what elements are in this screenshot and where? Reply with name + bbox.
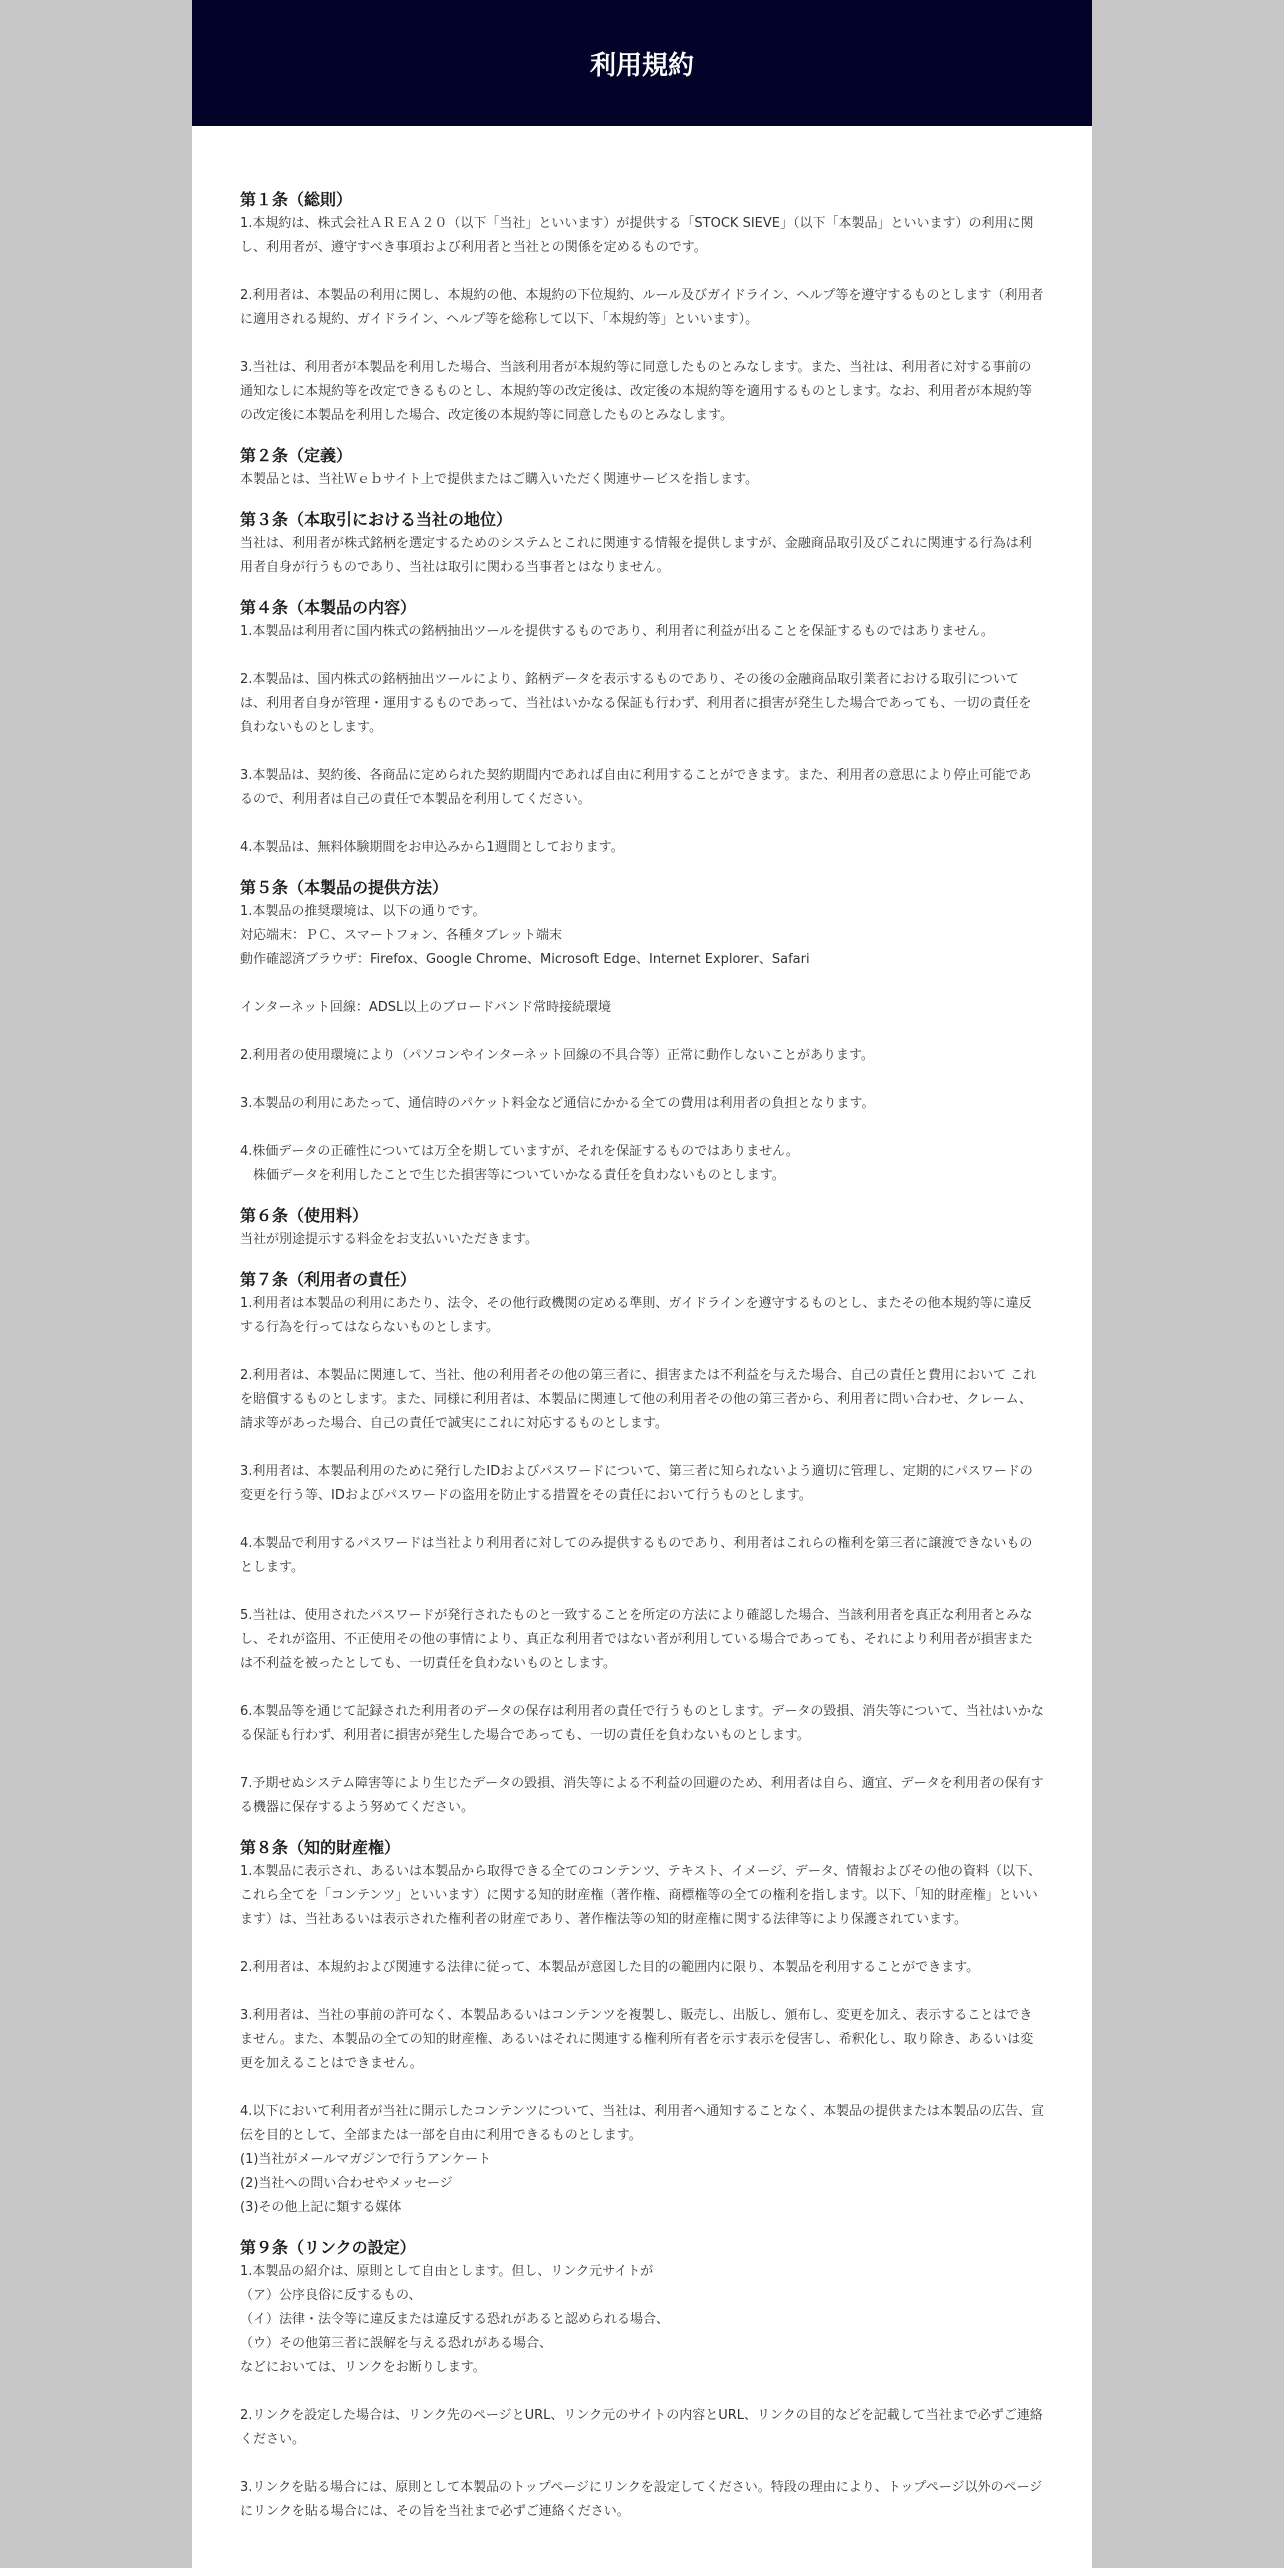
article-paragraph: 1.本製品の推奨環境は、以下の通りです。 対応端末：ＰＣ、スマートフォン、各種タブレット端末 動作確認済ブラウザ：Firefox、Google Chrome、Microsoft Edge、Internet Explorer、Safari [240,904,810,967]
paragraph-spacer [240,2076,1044,2100]
paragraph-spacer [240,1020,1044,1044]
article-paragraph: 3.本製品の利用にあたって、通信時のパケット料金など通信にかかる全ての費用は利用者の負担となります。 [240,1096,875,1111]
article-paragraph: 4.以下において利用者が当社に開示したコンテンツについて、当社は、利用者へ通知することなく、本製品の提供または本製品の広告、宣伝を目的として、全部または一部を自由に利用できるものとします。 (1)当社がメールマガジンで行うアンケート (2)当社への問い合わせやメッセージ (3)その他上記に類する媒体 [240,2104,1044,2215]
article-paragraph: 1.利用者は本製品の利用にあたり、法令、その他行政機関の定める準則、ガイドラインを遵守するものとし、またその他本規約等に違反する行為を行ってはならないものとします。 [240,1296,1032,1335]
page-title: 利用規約 [589,50,694,81]
paragraph-spacer [240,1116,1044,1140]
article-paragraph: 当社が別途提示する料金をお支払いいただきます。 [240,1232,538,1247]
paragraph-spacer [240,1980,1044,2004]
article-section [240,1204,1044,1252]
article-section [240,876,1044,1188]
paragraph-spacer [240,740,1044,764]
paragraph-spacer [240,1676,1044,1700]
terms-page [192,0,1092,2568]
article-paragraph: 1.本規約は、株式会社ＡＲＥＡ２０（以下「当社」といいます）が提供する「STOCK SIEVE」（以下「本製品」といいます）の利用に関し、利用者が、遵守すべき事項および利用者と当社との関係を定めるものです。 [240,216,1034,255]
article-paragraph: 2.利用者の使用環境により（パソコンやインターネット回線の不具合等）正常に動作しないことがあります。 [240,1048,874,1063]
page-header [192,0,1092,126]
article-paragraph: 5.当社は、使用されたパスワードが発行されたものと一致することを所定の方法により確認した場合、当該利用者を真正な利用者とみなし、それが盗用、不正使用その他の事情により、真正な利用者ではない者が利用している場合であっても、それにより利用者が損害または不利益を被ったとしても、一切責任を負わないものとします。 [240,1608,1033,1671]
paragraph-spacer [240,332,1044,356]
article-heading: 第２条（定義） [240,446,353,465]
article-heading: 第７条（利用者の責任） [240,1270,417,1289]
article-heading: 第５条（本製品の提供方法） [240,878,449,897]
article-paragraph: 1.本製品は利用者に国内株式の銘柄抽出ツールを提供するものであり、利用者に利益が出ることを保証するものではありません。 [240,624,994,639]
article-section [240,508,1044,580]
article-heading: 第１条（総則） [240,190,353,209]
article-paragraph: 7.予期せぬシステム障害等により生じたデータの毀損、消失等による不利益の回避のため、利用者は自ら、適宜、データを利用者の保有する機器に保存するよう努めてください。 [240,1776,1044,1815]
article-paragraph: 3.当社は、利用者が本製品を利用した場合、当該利用者が本規約等に同意したものとみなします。また、当社は、利用者に対する事前の通知なしに本規約等を改定できるものとし、本規約等の改定後は、改定後の本規約等を適用するものとします。なお、利用者が本規約等の改定後に本製品を利用した場合、改定後の本規約等に同意したものとみなします。 [240,360,1032,423]
article-section [240,1836,1044,2220]
paragraph-spacer [240,1932,1044,1956]
article-paragraph: 2.利用者は、本製品の利用に関し、本規約の他、本規約の下位規約、ルール及びガイドライン、ヘルプ等を遵守するものとします（利用者に適用される規約、ガイドライン、ヘルプ等を総称して以下、「本規約等」といいます）。 [240,288,1044,327]
article-paragraph: 2.本製品は、国内株式の銘柄抽出ツールにより、銘柄データを表示するものであり、その後の金融商品取引業者における取引については、利用者自身が管理・運用するものであって、当社はいかなる保証も行わず、利用者に損害が発生した場合であっても、一切の責任を負わないものとします。 [240,672,1032,735]
article-section [240,596,1044,860]
terms-content [192,126,1092,2524]
article-paragraph: 3.利用者は、当社の事前の許可なく、本製品あるいはコンテンツを複製し、販売し、出版し、頒布し、変更を加え、表示することはできません。また、本製品の全ての知的財産権、あるいはそれに関連する権利所有者を示す表示を侵害し、希釈化し、取り除き、あるいは変更を加えることはできません。 [240,2008,1034,2071]
article-paragraph: 1.本製品の紹介は、原則として自由とします。但し、リンク元サイトが （ア）公序良俗に反するもの、 （イ）法律・法令等に違反または違反する恐れがあると認められる場合、 （ウ）その他第三者に誤解を与える恐れがある場合、 などにおいては、リンクをお断りします。 [240,2264,670,2375]
paragraph-spacer [240,1436,1044,1460]
article-heading: 第８条（知的財産権） [240,1838,401,1857]
paragraph-spacer [240,1748,1044,1772]
article-section [240,188,1044,428]
article-paragraph: 3.本製品は、契約後、各商品に定められた契約期間内であれば自由に利用することができます。また、利用者の意思により停止可能であるので、利用者は自己の責任で本製品を利用してください。 [240,768,1032,807]
article-paragraph: 2.リンクを設定した場合は、リンク先のページとURL、リンク元のサイトの内容とURL、リンクの目的などを記載して当社まで必ずご連絡ください。 [240,2408,1043,2447]
paragraph-spacer [240,1580,1044,1604]
article-paragraph: 3.利用者は、本製品利用のために発行したIDおよびパスワードについて、第三者に知られないよう適切に管理し、定期的にパスワードの変更を行う等、IDおよびパスワードの盗用を防止する措置をその責任において行うものとします。 [240,1464,1033,1503]
article-heading: 第９条（リンクの設定） [240,2238,416,2257]
article-paragraph: 1.本製品に表示され、あるいは本製品から取得できる全てのコンテンツ、テキスト、イメージ、データ、情報およびその他の資料（以下、これら全てを「コンテンツ」といいます）に関する知的財産権（著作権、商標権等の全ての権利を指します。以下、「知的財産権」といいます）は、当社あるいは表示された権利者の財産であり、著作権法等の知的財産権に関する法律等により保護されています。 [240,1864,1041,1927]
article-paragraph: 4.本製品は、無料体験期間をお申込みから1週間としております。 [240,840,624,855]
paragraph-spacer [240,1340,1044,1364]
article-paragraph: インターネット回線：ADSL以上のブロードバンド常時接続環境 [240,1000,611,1015]
article-section [240,2236,1044,2524]
article-paragraph: 本製品とは、当社Ｗｅｂサイト上で提供またはご購入いただく関連サービスを指します。 [240,472,759,487]
paragraph-spacer [240,812,1044,836]
article-paragraph: 6.本製品等を通じて記録された利用者のデータの保存は利用者の責任で行うものとします。データの毀損、消失等について、当社はいかなる保証も行わず、利用者に損害が発生した場合であっても、一切の責任を負わないものとします。 [240,1704,1044,1743]
paragraph-spacer [240,644,1044,668]
article-heading: 第３条（本取引における当社の地位） [240,510,513,529]
paragraph-spacer [240,1508,1044,1532]
article-heading: 第４条（本製品の内容） [240,598,417,617]
paragraph-spacer [240,260,1044,284]
paragraph-spacer [240,972,1044,996]
paragraph-spacer [240,2380,1044,2404]
article-paragraph: 2.利用者は、本規約および関連する法律に従って、本製品が意図した目的の範囲内に限り、本製品を利用することができます。 [240,1960,980,1975]
article-heading: 第６条（使用料） [240,1206,369,1225]
article-paragraph: 当社は、利用者が株式銘柄を選定するためのシステムとこれに関連する情報を提供しますが、金融商品取引及びこれに関連する行為は利用者自身が行うものであり、当社は取引に関わる当事者とはなりません。 [240,536,1032,575]
article-paragraph: 2.利用者は、本製品に関連して、当社、他の利用者その他の第三者に、損害または不利益を与えた場合、自己の責任と費用において これを賠償するものとします。また、同様に利用者は、本製品に関連して他の利用者その他の第三者から、利用者に問い合わせ、クレーム、請求等があった場合、自己の責任で誠実にこれに対応するものとします。 [240,1368,1037,1431]
paragraph-spacer [240,2452,1044,2476]
article-paragraph: 4.株価データの正確性については万全を期していますが、それを保証するものではありません。 株価データを利用したことで生じた損害等についていかなる責任を負わないものとします。 [240,1144,799,1183]
article-paragraph: 4.本製品で利用するパスワードは当社より利用者に対してのみ提供するものであり、利用者はこれらの権利を第三者に譲渡できないものとします。 [240,1536,1033,1575]
paragraph-spacer [240,1068,1044,1092]
article-section [240,1268,1044,1820]
article-section [240,444,1044,492]
article-paragraph: 3.リンクを貼る場合には、原則として本製品のトップページにリンクを設定してください。特段の理由により、トップページ以外のページにリンクを貼る場合には、その旨を当社まで必ずご連絡ください。 [240,2480,1043,2519]
